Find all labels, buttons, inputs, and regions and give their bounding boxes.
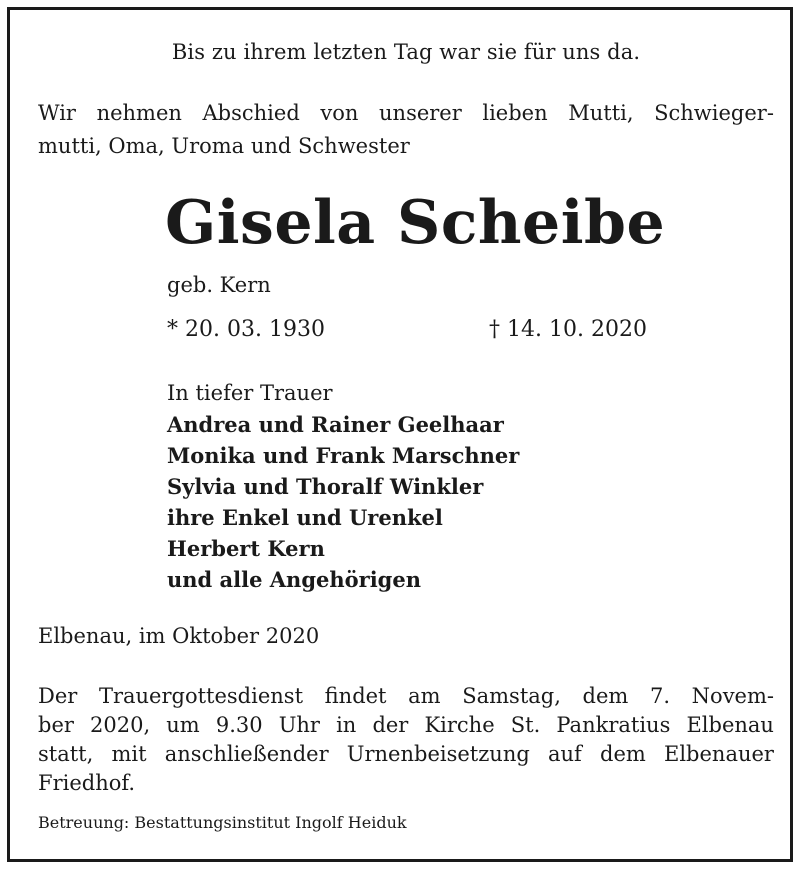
service-word: Der xyxy=(38,684,78,708)
intro-line-1 xyxy=(38,97,774,130)
deceased-name: Gisela Scheibe xyxy=(165,188,666,258)
service-info xyxy=(38,682,774,798)
intro-word: Schwieger- xyxy=(654,101,774,125)
family-member: Andrea und Rainer Geelhaar xyxy=(167,412,504,437)
intro-word: von xyxy=(320,101,359,125)
service-line-1 xyxy=(38,682,774,711)
family-member: und alle Angehörigen xyxy=(167,567,421,592)
service-word: 9.30 xyxy=(215,713,263,737)
motto: Bis zu ihrem letzten Tag war sie für uns da. xyxy=(171,40,641,64)
service-word: statt, xyxy=(38,742,94,766)
service-word: dem xyxy=(600,742,646,766)
service-word: anschließender xyxy=(164,742,329,766)
service-word: dem xyxy=(582,684,629,708)
service-word: Elbenauer xyxy=(664,742,774,766)
family-member: Herbert Kern xyxy=(167,536,325,561)
intro-word: Abschied xyxy=(202,101,300,125)
service-line-3 xyxy=(38,740,774,769)
family-member: ihre Enkel und Urenkel xyxy=(167,505,443,530)
service-line-2 xyxy=(38,711,774,740)
place-date: Elbenau, im Oktober 2020 xyxy=(38,624,320,648)
service-line-4: Friedhof. xyxy=(38,771,136,795)
maiden-name: geb. Kern xyxy=(167,273,271,297)
service-word: Novem- xyxy=(691,684,774,708)
intro-word: Wir xyxy=(38,101,76,125)
service-word: auf xyxy=(548,742,582,766)
intro-word: nehmen xyxy=(96,101,182,125)
service-word: Pankratius xyxy=(556,713,671,737)
funeral-home-note: Betreuung: Bestattungsinstitut Ingolf Heiduk xyxy=(38,813,407,832)
intro-line-2: mutti, Oma, Uroma und Schwester xyxy=(38,134,410,158)
service-word: Uhr xyxy=(278,713,320,737)
service-word: ber xyxy=(38,713,74,737)
death-date: † 14. 10. 2020 xyxy=(489,317,647,342)
birth-date: * 20. 03. 1930 xyxy=(167,317,325,342)
service-word: Elbenau xyxy=(686,713,774,737)
service-word: findet xyxy=(324,684,387,708)
service-word: 7. xyxy=(649,684,671,708)
notice-frame xyxy=(7,7,793,862)
family-member: Monika und Frank Marschner xyxy=(167,443,520,468)
intro-word: unserer xyxy=(379,101,462,125)
service-word: der xyxy=(372,713,409,737)
intro-word: lieben xyxy=(482,101,548,125)
mourning-heading: In tiefer Trauer xyxy=(167,381,333,405)
service-word: in xyxy=(336,713,357,737)
service-word: Kirche xyxy=(424,713,495,737)
mourning-block xyxy=(167,378,519,595)
intro-text xyxy=(38,97,774,163)
service-word: 2020, xyxy=(90,713,151,737)
service-word: mit xyxy=(111,742,147,766)
service-word: am xyxy=(408,684,441,708)
service-word: St. xyxy=(510,713,541,737)
intro-word: Mutti, xyxy=(568,101,634,125)
service-word: Samstag, xyxy=(462,684,561,708)
family-member: Sylvia und Thoralf Winkler xyxy=(167,474,484,499)
service-word: um xyxy=(166,713,200,737)
service-word: Urnenbeisetzung xyxy=(346,742,530,766)
service-word: Trauergottesdienst xyxy=(98,684,304,708)
